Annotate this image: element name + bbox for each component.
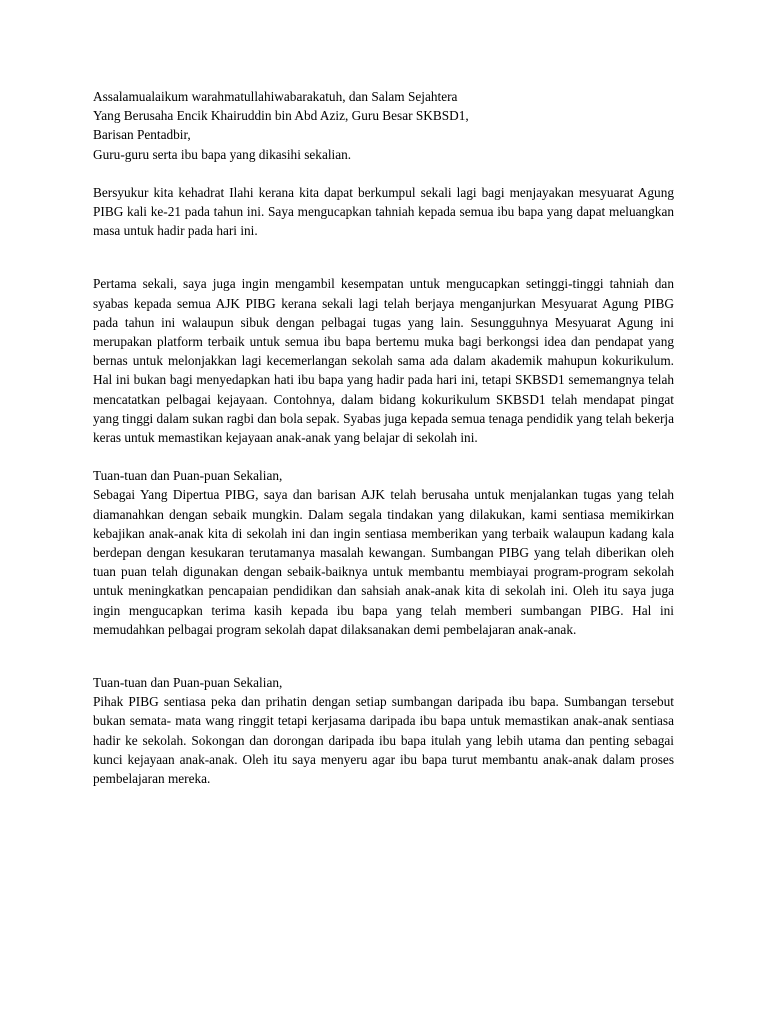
salutation-1: Tuan-tuan dan Puan-puan Sekalian, (93, 468, 283, 484)
greeting-line-1: Assalamualaikum warahmatullahiwabarakatuh, dan Salam Sejahtera (93, 89, 458, 104)
paragraph-2: Pertama sekali, saya juga ingin mengambil kesempatan untuk mengucapkan setinggi-tinggi tahniah dan syabas kepada semua AJK PIBG kerana sekali lagi telah berjaya menganjurkan Mesyuarat Agung PIBG pada tahun ini walaupun sibuk dengan pelbagai tugas yang lain. Sesungguhnya Mesyuarat Agung ini merupakan platform terbaik untuk semua ibu bapa bertemu muka bagi berkongsi idea dan pendapat yang bernas untuk melonjakkan lagi kecemerlangan sekolah sama ada dalam akademik mahupun kokurikulum. Hal ini bukan bagi menyedapkan hati ibu bapa yang hadir pada hari ini, tetapi SKBSD1 sememangnya telah mencatatkan pelbagai kejayaan. Contohnya, dalam bidang kokurikulum SKBSD1 telah mendapat pingat yang tinggi dalam sukan ragbi dan bola sepak. Syabas juga kepada semua tenaga pendidik yang telah bekerja keras untuk memastikan kejayaan anak-anak yang belajar di sekolah ini. (93, 276, 674, 446)
paragraph-3: Sebagai Yang Dipertua PIBG, saya dan barisan AJK telah berusaha untuk menjalankan tugas yang telah diamanahkan dengan sebaik mungkin. Dalam segala tindakan yang dilakukan, kami sentiasa memikirkan kebajikan anak-anak kita di sekolah ini dan ingin sentiasa memberikan yang terbaik walaupun kadang kala berdepan dengan kesukaran terutamanya masalah kewangan. Sumbangan PIBG yang telah diberikan oleh tuan puan telah digunakan dengan sebaik-baiknya untuk membantu membiayai program-program sekolah untuk meningkatkan pencapaian pendidikan dan sahsiah anak-anak kita di sekolah ini. Oleh itu saya juga ingin mengucapkan terima kasih kepada ibu bapa yang telah memberi sumbangan PIBG. Hal ini memudahkan pelbagai program sekolah dapat dilaksanakan demi pembelajaran anak-anak. (93, 487, 674, 637)
paragraph-4: Pihak PIBG sentiasa peka dan prihatin dengan setiap sumbangan daripada ibu bapa. Sumbangan tersebut bukan semata- mata wang ringgit tetapi kerjasama daripada ibu bapa untuk memastikan anak-anak sentiasa hadir ke sekolah. Sokongan dan dorongan daripada ibu bapa itulah yang lebih utama dan penting sebagai kunci kejayaan anak-anak. Oleh itu saya menyeru agar ibu bapa turut membantu anak-anak dalam proses pembelajaran mereka. (93, 694, 674, 787)
paragraph-1: Bersyukur kita kehadrat Ilahi kerana kita dapat berkumpul sekali lagi bagi menjayakan mesyuarat Agung PIBG kali ke-21 pada tahun ini. Saya mengucapkan tahniah kepada semua ibu bapa yang dapat meluangkan masa untuk hadir pada hari ini. (93, 184, 674, 239)
greeting-line-2: Yang Berusaha Encik Khairuddin bin Abd Aziz, Guru Besar SKBSD1, (93, 108, 469, 124)
greeting-block (93, 87, 674, 164)
document-page (93, 87, 674, 788)
salutation-2: Tuan-tuan dan Puan-puan Sekalian, (93, 675, 283, 691)
greeting-line-3: Barisan Pentadbir, (93, 127, 191, 143)
greeting-line-4: Guru-guru serta ibu bapa yang dikasihi sekalian. (93, 146, 352, 162)
